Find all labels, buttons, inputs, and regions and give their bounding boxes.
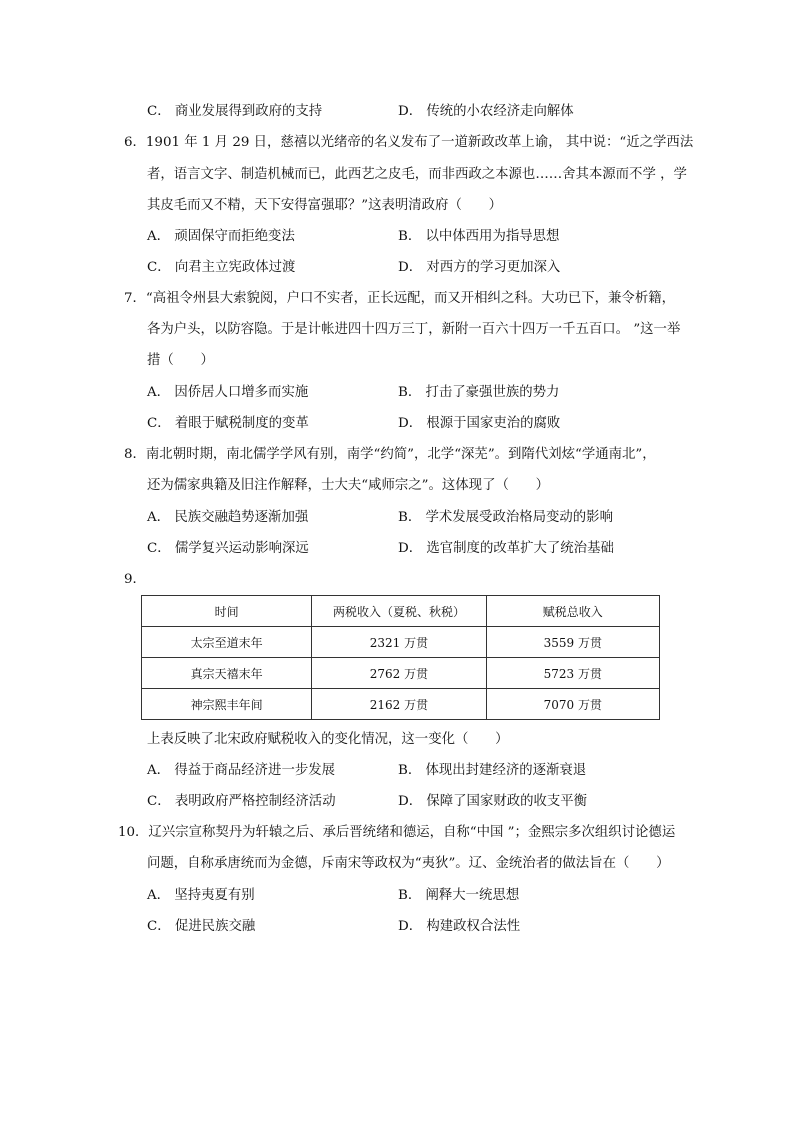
q7-option-b: B． 打击了豪强世族的势力 [398,385,560,400]
q8-option-c: C． 儒学复兴运动影响深远 [147,541,309,556]
q10-stem-line1: 10．辽兴宗宣称契丹为轩辕之后、承后晋统绪和德运，自称“中国 ”；金熙宗多次组织讨论德运 [118,825,676,840]
table-row [142,627,660,658]
tax-revenue-table [141,595,660,720]
q6-stem-line1: 6．1901 年 1 月 29 日，慈禧以光绪帝的名义发布了一道新政改革上谕， 其中说：“近之学西法 [124,135,694,150]
q8-stem-line1: 8．南北朝时期，南北儒学学风有别，南学“约简”，北学“深芜”。到隋代刘炫“学通南北”， [124,447,656,462]
q10-option-a: A． 坚持夷夏有别 [147,888,255,903]
q10-stem-line2: 问题，自称承唐统而为金德，斥南宋等政权为“夷狄”。辽、金统治者的做法旨在（ ） [147,856,670,871]
table-header-cell: 时间 [142,596,312,627]
q6-stem-line3: 其皮毛而又不精，天下安得富强耶？”这表明清政府（ ） [147,198,502,213]
table-header-cell: 两税收入（夏税、秋税） [312,596,486,627]
q9-option-d: D． 保障了国家财政的收支平衡 [398,794,588,809]
q7-option-d: D． 根源于国家吏治的腐败 [398,416,561,431]
q8-option-b: B． 学术发展受政治格局变动的影响 [398,510,613,525]
table-cell: 2762 万贯 [312,658,486,689]
q9-option-b: B． 体现出封建经济的逐渐衰退 [398,763,587,778]
table-cell: 真宗天禧末年 [142,658,312,689]
q6-stem-line2: 者，语言文字、制造机械而已，此西艺之皮毛，而非西政之本源也……舍其本源而不学 ，学 [147,167,687,182]
table-cell: 2162 万贯 [312,689,486,720]
table-cell: 3559 万贯 [486,627,659,658]
table-cell: 神宗熙丰年间 [142,689,312,720]
q7-stem-line3: 措（ ） [147,353,214,368]
q10-option-c: C． 促进民族交融 [147,919,256,934]
table-cell: 5723 万贯 [486,658,659,689]
q9-option-a: A． 得益于商品经济进一步发展 [147,763,336,778]
q9-stem: 上表反映了北宋政府赋税收入的变化情况，这一变化（ ） [147,732,509,747]
q7-option-c: C． 着眼于赋税制度的变革 [147,416,309,431]
q7-stem-line2: 各为户头，以防容隐。于是计帐进四十四万三丁，新附一百六十四万一千五百口。 ”这一举 [147,322,681,337]
table-header-cell: 赋税总收入 [486,596,659,627]
q6-option-a: A． 顽固保守而拒绝变法 [147,229,295,244]
table-cell: 2321 万贯 [312,627,486,658]
q9-number: 9． [124,572,146,587]
q6-option-c: C． 向君主立宪政体过渡 [147,260,296,275]
q5-option-c: C． 商业发展得到政府的支持 [147,104,323,119]
q9-option-c: C． 表明政府严格控制经济活动 [147,794,336,809]
table-header-row [142,596,660,627]
q6-option-b: B． 以中体西用为指导思想 [398,229,560,244]
table-row [142,689,660,720]
table-row [142,658,660,689]
table-cell: 7070 万贯 [486,689,659,720]
q10-option-b: B． 阐释大一统思想 [398,888,520,903]
q6-option-d: D． 对西方的学习更加深入 [398,260,561,275]
q8-option-d: D． 选官制度的改革扩大了统治基础 [398,541,614,556]
q10-option-d: D． 构建政权合法性 [398,919,521,934]
table-cell: 太宗至道末年 [142,627,312,658]
q5-option-d: D． 传统的小农经济走向解体 [398,104,574,119]
q8-option-a: A． 民族交融趋势逐渐加强 [147,510,309,525]
q7-stem-line1: 7．“高祖令州县大索貌阅，户口不实者，正长远配，而又开相纠之科。大功已下，兼令析籍， [124,291,675,306]
q8-stem-line2: 还为儒家典籍及旧注作解释，士大夫“咸师宗之”。这体现了（ ） [147,478,550,493]
q7-option-a: A． 因侨居人口增多而实施 [147,385,309,400]
